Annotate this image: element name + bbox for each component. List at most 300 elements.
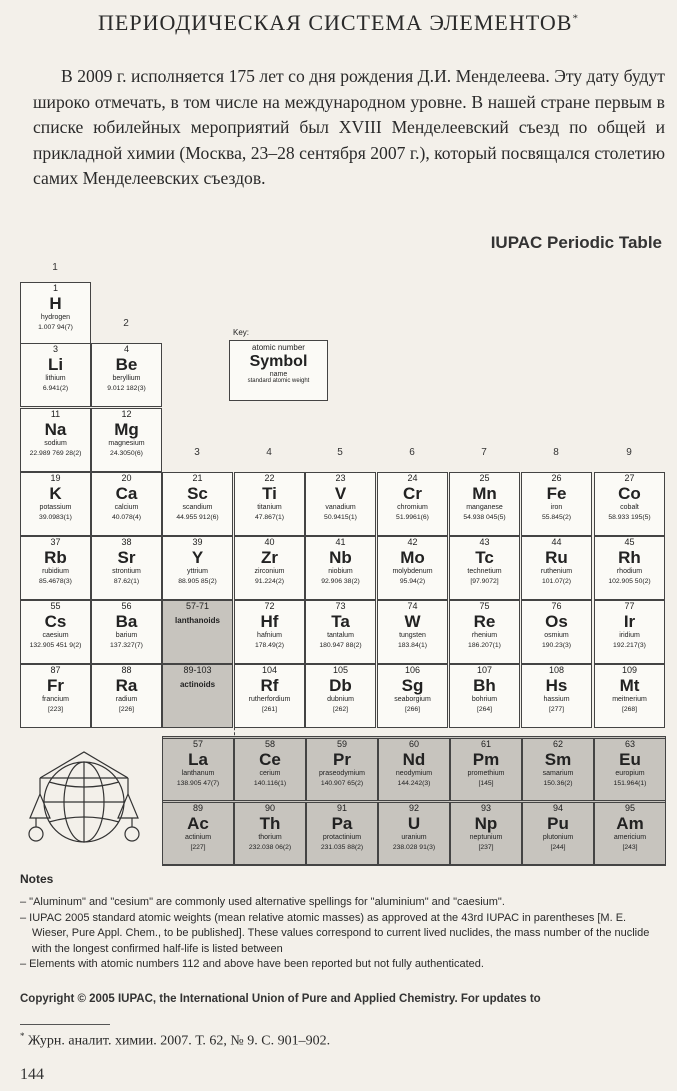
- atomic-weight: 92.906 38(2): [321, 578, 360, 585]
- element-symbol: Mt: [619, 676, 640, 695]
- atomic-weight: 192.217(3): [613, 642, 646, 649]
- atomic-number: 60: [408, 739, 419, 749]
- atomic-weight: 183.84(1): [397, 642, 428, 649]
- atomic-number: 75: [479, 601, 490, 611]
- atomic-weight: 138.905 47(7): [176, 780, 220, 787]
- element-name: rutherfordium: [248, 696, 291, 703]
- element-symbol: Hf: [260, 612, 279, 631]
- element-name: hassium: [543, 696, 570, 703]
- atomic-number: 89-103: [183, 665, 212, 675]
- atomic-weight: 91.224(2): [254, 578, 285, 585]
- element-symbol: Be: [115, 355, 138, 374]
- page-number: 144: [20, 1066, 44, 1083]
- element-symbol: Pr: [333, 750, 351, 769]
- element-symbol: Sg: [401, 676, 424, 695]
- element-symbol: Pu: [547, 814, 569, 833]
- element-cell: [234, 600, 305, 664]
- element-symbol: Np: [474, 814, 498, 833]
- atomic-weight: 140.116(1): [253, 780, 287, 787]
- element-cell: [378, 738, 450, 801]
- element-symbol: Th: [259, 814, 281, 833]
- element-symbol: Re: [473, 612, 496, 631]
- element-name: dubnium: [327, 696, 354, 703]
- footnote: * Журн. аналит. химии. 2007. Т. 62, № 9. С. 901–902.: [20, 1031, 331, 1049]
- element-name: sodium: [44, 440, 67, 447]
- element-name: iridium: [619, 632, 640, 639]
- element-cell: [305, 536, 376, 600]
- atomic-number: 3: [52, 344, 58, 354]
- element-name: osmium: [544, 632, 569, 639]
- atomic-number: 23: [335, 473, 346, 483]
- element-cell: [594, 600, 665, 664]
- element-cell: [91, 600, 162, 664]
- key-legend: [229, 340, 328, 401]
- element-name: bohrium: [471, 696, 498, 703]
- element-cell: [234, 472, 305, 536]
- element-name: magnesium: [108, 440, 145, 447]
- atomic-number: 62: [552, 739, 563, 749]
- element-name: rhodium: [616, 568, 643, 575]
- atomic-weight: 40.078(4): [111, 514, 142, 521]
- element-cell: [162, 802, 234, 865]
- element-symbol: Li: [47, 355, 64, 374]
- element-cell: [521, 664, 592, 728]
- element-name: rubidium: [42, 568, 69, 575]
- element-name: cerium: [259, 770, 281, 777]
- atomic-number: 27: [624, 473, 635, 483]
- element-cell: [306, 802, 378, 865]
- element-symbol: Ce: [259, 750, 281, 769]
- element-symbol: Ti: [262, 484, 277, 503]
- element-symbol: Ir: [623, 612, 636, 631]
- atomic-weight: [262]: [332, 706, 349, 713]
- element-name: ruthenium: [540, 568, 573, 575]
- element-name: caesium: [42, 632, 69, 639]
- group-number: 2: [123, 318, 129, 329]
- element-symbol: H: [49, 294, 62, 313]
- element-cell: [91, 536, 162, 600]
- element-name: barium: [115, 632, 138, 639]
- element-name: molybdenum: [392, 568, 433, 575]
- key-symbol: Symbol: [249, 353, 308, 370]
- element-cell: [305, 664, 376, 728]
- element-cell: [162, 600, 233, 664]
- element-symbol: Ra: [115, 676, 138, 695]
- element-cell: [91, 664, 162, 728]
- element-cell: [162, 472, 233, 536]
- atomic-number: 38: [121, 537, 132, 547]
- element-cell: [234, 664, 305, 728]
- element-symbol: Tc: [475, 548, 494, 567]
- atomic-weight: 85.4678(3): [39, 578, 72, 585]
- intro-paragraph: В 2009 г. исполняется 175 лет со дня рождения Д.И. Менделеева. Эту дату будут широко отмечать, в том числе на международном уровне. В нашей стране первым в списке юбилейных мероприятий был XVIII Менделеевский съезд по общей и прикладной химии (Москва, 23–28 сентября 2007 г.), который посвящался столетию самих Менделеевских съездов.: [33, 66, 665, 188]
- footnote-rule: [20, 1024, 110, 1025]
- atomic-number: 63: [624, 739, 635, 749]
- element-name: lanthanum: [181, 770, 215, 777]
- element-cell: [449, 472, 520, 536]
- element-symbol: Rh: [618, 548, 641, 567]
- atomic-number: 57: [192, 739, 203, 749]
- atomic-number: 58: [264, 739, 275, 749]
- atomic-number: 44: [551, 537, 562, 547]
- element-cell: [449, 664, 520, 728]
- element-name: scandium: [182, 504, 213, 511]
- element-cell: [521, 600, 592, 664]
- element-name: tungsten: [399, 632, 426, 639]
- element-symbol: Ac: [187, 814, 209, 833]
- element-name: seaborgium: [394, 696, 431, 703]
- element-symbol: Zr: [261, 548, 278, 567]
- element-name: calcium: [114, 504, 139, 511]
- atomic-number: 4: [123, 344, 129, 354]
- element-cell: [377, 600, 448, 664]
- element-symbol: Nd: [402, 750, 426, 769]
- atomic-weight: 232.038 06(2): [248, 844, 292, 851]
- atomic-number: 59: [336, 739, 347, 749]
- atomic-weight: [268]: [621, 706, 638, 713]
- key-name: name: [269, 371, 288, 378]
- element-cell: [162, 664, 233, 728]
- atomic-weight: [97.9072]: [470, 578, 499, 585]
- atomic-number: 90: [264, 803, 275, 813]
- element-cell: [449, 600, 520, 664]
- element-symbol: La: [188, 750, 208, 769]
- atomic-number: 107: [476, 665, 493, 675]
- element-cell: [305, 600, 376, 664]
- element-name: americium: [613, 834, 647, 841]
- atomic-number: 42: [407, 537, 418, 547]
- series-label: lanthanoids: [175, 616, 220, 625]
- atomic-weight: 231.035 88(2): [320, 844, 364, 851]
- element-symbol: V: [334, 484, 347, 503]
- element-cell: [20, 282, 91, 346]
- table-title: IUPAC Periodic Table: [490, 233, 662, 252]
- element-symbol: Am: [616, 814, 644, 833]
- atomic-number: 72: [264, 601, 275, 611]
- element-symbol: Rf: [260, 676, 279, 695]
- atomic-number: 94: [552, 803, 563, 813]
- atomic-weight: [243]: [622, 844, 638, 851]
- atomic-weight: 50.9415(1): [324, 514, 357, 521]
- group-number: 8: [553, 447, 559, 458]
- copyright-line: Copyright © 2005 IUPAC, the International Union of Pure and Applied Chemistry. For updates to: [20, 993, 541, 1005]
- atomic-weight: 51.9961(6): [396, 514, 429, 521]
- element-name: strontium: [112, 568, 141, 575]
- group-number: 7: [481, 447, 487, 458]
- element-symbol: Pm: [472, 750, 500, 769]
- atomic-weight: [237]: [478, 844, 494, 851]
- element-cell: [20, 408, 91, 472]
- element-symbol: Ca: [115, 484, 138, 503]
- atomic-weight: 1.007 94(7): [38, 324, 73, 331]
- atomic-number: 21: [192, 473, 203, 483]
- group-number: 9: [626, 447, 632, 458]
- atomic-number: 41: [335, 537, 346, 547]
- element-name: rhenium: [471, 632, 498, 639]
- element-name: hafnium: [257, 632, 282, 639]
- group-number: 4: [266, 447, 272, 458]
- atomic-weight: 6.941(2): [42, 385, 69, 392]
- element-cell: [377, 664, 448, 728]
- atomic-weight: [277]: [548, 706, 565, 713]
- atomic-number: 92: [408, 803, 419, 813]
- atomic-weight: 150.36(2): [543, 780, 573, 787]
- element-name: iron: [550, 504, 563, 511]
- atomic-number: 12: [121, 409, 132, 419]
- element-name: samarium: [542, 770, 574, 777]
- atomic-weight: [244]: [550, 844, 566, 851]
- group-number: 5: [337, 447, 343, 458]
- atomic-weight: 137.327(7): [110, 642, 143, 649]
- element-symbol: Sc: [187, 484, 208, 503]
- element-symbol: Cr: [403, 484, 422, 503]
- atomic-number: 89: [192, 803, 203, 813]
- element-symbol: Na: [44, 420, 67, 439]
- group-number: 6: [409, 447, 415, 458]
- element-name: chromium: [397, 504, 428, 511]
- atomic-number: 22: [264, 473, 275, 483]
- element-cell: [594, 664, 665, 728]
- page-title: ПЕРИОДИЧЕСКАЯ СИСТЕМА ЭЛЕМЕНТОВ*: [98, 10, 579, 35]
- atomic-weight: 24.3050(6): [110, 450, 143, 457]
- element-cell: [449, 536, 520, 600]
- atomic-weight: 54.938 045(5): [463, 514, 506, 521]
- element-cell: [522, 802, 594, 865]
- iupac-logo-icon: [22, 748, 146, 852]
- element-symbol: Pa: [331, 814, 353, 833]
- atomic-number: 93: [480, 803, 491, 813]
- element-symbol: Mg: [114, 420, 139, 439]
- element-cell: [594, 738, 666, 801]
- element-name: niobium: [328, 568, 353, 575]
- element-name: lithium: [45, 375, 66, 382]
- atomic-weight: 151.964(1): [613, 780, 647, 787]
- element-cell: [162, 536, 233, 600]
- note-item: – Elements with atomic numbers 112 and above have been reported but not fully authenticated.: [20, 958, 484, 970]
- element-name: manganese: [466, 504, 503, 511]
- element-symbol: W: [404, 612, 421, 631]
- element-name: cobalt: [620, 504, 639, 511]
- element-name: neptunium: [469, 834, 503, 841]
- atomic-number: 109: [621, 665, 638, 675]
- element-symbol: Mn: [472, 484, 497, 503]
- element-cell: [162, 738, 234, 801]
- atomic-weight: 140.907 65(2): [320, 780, 364, 787]
- atomic-number: 1: [52, 283, 58, 293]
- element-cell: [450, 738, 522, 801]
- element-symbol: Cs: [44, 612, 67, 631]
- atomic-weight: [227]: [190, 844, 206, 851]
- atomic-number: 88: [121, 665, 132, 675]
- element-name: beryllium: [112, 375, 141, 382]
- atomic-number: 95: [624, 803, 635, 813]
- element-cell: [594, 536, 665, 600]
- element-symbol: Fr: [47, 676, 64, 695]
- element-name: neodymium: [395, 770, 433, 777]
- element-symbol: Sr: [117, 548, 136, 567]
- element-cell: [91, 408, 162, 472]
- atomic-number: 73: [335, 601, 346, 611]
- atomic-weight: 102.905 50(2): [608, 578, 651, 585]
- element-symbol: Fe: [546, 484, 567, 503]
- atomic-number: 56: [121, 601, 132, 611]
- element-symbol: Mo: [400, 548, 425, 567]
- atomic-number: 11: [50, 409, 61, 419]
- atomic-weight: [266]: [404, 706, 421, 713]
- atomic-weight: 87.62(1): [113, 578, 140, 585]
- element-name: yttrium: [187, 568, 208, 575]
- atomic-number: 105: [332, 665, 349, 675]
- atomic-number: 55: [50, 601, 61, 611]
- element-cell: [20, 472, 91, 536]
- element-cell: [522, 738, 594, 801]
- atomic-number: 104: [261, 665, 278, 675]
- element-cell: [594, 472, 665, 536]
- element-cell: [305, 472, 376, 536]
- atomic-number: 26: [551, 473, 562, 483]
- atomic-weight: 39.0983(1): [39, 514, 72, 521]
- key-atomic-number: atomic number: [252, 343, 305, 352]
- atomic-weight: 44.955 912(6): [176, 514, 219, 521]
- atomic-number: 24: [407, 473, 418, 483]
- atomic-weight: 58.933 195(5): [608, 514, 651, 521]
- element-name: technetium: [467, 568, 502, 575]
- atomic-weight: 132.905 451 9(2): [29, 642, 82, 649]
- atomic-number: 37: [50, 537, 61, 547]
- atomic-weight: 238.028 91(3): [392, 844, 436, 851]
- element-cell: [234, 738, 306, 801]
- element-name: hydrogen: [40, 314, 71, 321]
- element-cell: [521, 472, 592, 536]
- element-name: zirconium: [254, 568, 285, 575]
- atomic-weight: [145]: [478, 780, 494, 787]
- atomic-weight: 186.207(1): [468, 642, 501, 649]
- element-symbol: Nb: [329, 548, 352, 567]
- atomic-weight: 190.23(3): [541, 642, 572, 649]
- element-name: uranium: [401, 834, 427, 841]
- atomic-weight: [223]: [47, 706, 64, 713]
- series-label: actinoids: [179, 680, 216, 689]
- group-number: 3: [194, 447, 200, 458]
- element-symbol: Db: [329, 676, 352, 695]
- element-symbol: Ru: [545, 548, 568, 567]
- element-name: thorium: [258, 834, 282, 841]
- atomic-weight: 88.905 85(2): [178, 578, 217, 585]
- element-name: radium: [115, 696, 138, 703]
- key-weight: standard atomic weight: [247, 378, 310, 384]
- atomic-weight: [261]: [261, 706, 278, 713]
- element-name: vanadium: [325, 504, 356, 511]
- element-name: potassium: [39, 504, 72, 511]
- element-name: actinium: [184, 834, 212, 841]
- element-cell: [521, 536, 592, 600]
- atomic-weight: [226]: [118, 706, 135, 713]
- element-name: titanium: [257, 504, 282, 511]
- element-cell: [594, 802, 666, 865]
- atomic-weight: 22.989 769 28(2): [29, 450, 82, 457]
- atomic-weight: 180.947 88(2): [319, 642, 362, 649]
- notes-heading: Notes: [20, 872, 54, 886]
- atomic-number: 61: [480, 739, 491, 749]
- atomic-weight: 95.94(2): [399, 578, 426, 585]
- element-cell: [91, 472, 162, 536]
- element-name: tantalum: [327, 632, 354, 639]
- element-cell: [20, 600, 91, 664]
- element-symbol: Sm: [544, 750, 572, 769]
- atomic-number: 91: [336, 803, 347, 813]
- note-item: – "Aluminum" and "cesium" are commonly used alternative spellings for "aluminium" and "caesium".: [20, 896, 505, 908]
- atomic-number: 19: [50, 473, 61, 483]
- group-number: 1: [52, 262, 58, 273]
- atomic-number: 43: [479, 537, 490, 547]
- atomic-number: 39: [192, 537, 203, 547]
- element-symbol: Co: [618, 484, 641, 503]
- atomic-number: 106: [404, 665, 421, 675]
- element-symbol: Eu: [619, 750, 641, 769]
- atomic-weight: [264]: [476, 706, 493, 713]
- element-cell: [234, 536, 305, 600]
- element-symbol: Rb: [44, 548, 67, 567]
- atomic-number: 40: [264, 537, 275, 547]
- atomic-weight: 178.49(2): [254, 642, 285, 649]
- element-cell: [20, 536, 91, 600]
- atomic-weight: 101.07(2): [541, 578, 572, 585]
- atomic-number: 77: [624, 601, 635, 611]
- element-symbol: U: [407, 814, 421, 833]
- atomic-number: 87: [50, 665, 61, 675]
- element-symbol: Ta: [331, 612, 350, 631]
- element-name: protactinium: [322, 834, 362, 841]
- atomic-number: 20: [121, 473, 132, 483]
- atomic-number: 74: [407, 601, 418, 611]
- atomic-weight: 55.845(2): [541, 514, 572, 521]
- connector-line: [234, 604, 235, 750]
- atomic-number: 25: [479, 473, 490, 483]
- element-name: plutonium: [542, 834, 574, 841]
- element-name: francium: [42, 696, 69, 703]
- element-cell: [377, 536, 448, 600]
- element-symbol: Ba: [115, 612, 138, 631]
- element-cell: [91, 343, 162, 407]
- key-label: Key:: [233, 328, 250, 337]
- notes-section: [20, 872, 665, 973]
- element-symbol: Os: [545, 612, 568, 631]
- element-name: promethium: [467, 770, 505, 777]
- note-item: – IUPAC 2005 standard atomic weights (mean relative atomic masses) as approved at the 43rd IUPAC in parentheses [M. E. Wieser, Pure Appl. Chem., to be published]. These values correspond to current lived nuclides, the mass number of the nuclide with the longest confirmed half-life is listed between: [20, 911, 650, 955]
- element-symbol: K: [49, 484, 62, 503]
- element-name: europium: [615, 770, 645, 777]
- element-cell: [306, 738, 378, 801]
- atomic-number: 108: [548, 665, 565, 675]
- element-cell: [377, 472, 448, 536]
- atomic-weight: 144.242(3): [397, 780, 431, 787]
- element-cell: [378, 802, 450, 865]
- element-name: praseodymium: [319, 770, 365, 777]
- element-name: meitnerium: [612, 696, 647, 703]
- atomic-number: 45: [624, 537, 635, 547]
- element-cell: [234, 802, 306, 865]
- atomic-number: 76: [551, 601, 562, 611]
- element-cell: [20, 664, 91, 728]
- element-symbol: Y: [191, 548, 204, 567]
- element-cell: [20, 343, 91, 407]
- element-cell: [450, 802, 522, 865]
- element-symbol: Bh: [473, 676, 496, 695]
- atomic-weight: 47.867(1): [254, 514, 285, 521]
- atomic-number: 57-71: [185, 601, 210, 611]
- element-symbol: Hs: [545, 676, 568, 695]
- atomic-weight: 9.012 182(3): [107, 385, 146, 392]
